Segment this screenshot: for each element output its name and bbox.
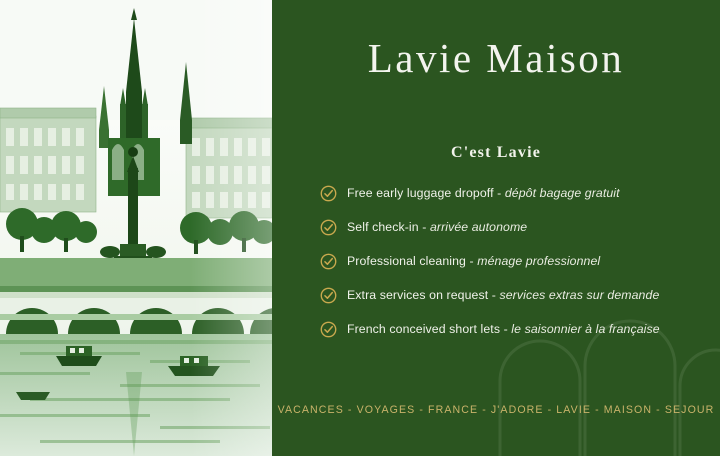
list-item	[320, 246, 704, 276]
feature-text-fr: le saisonnier à la française	[511, 322, 660, 336]
bordeaux-monument-illustration	[0, 0, 272, 456]
check-circle-icon	[320, 253, 337, 270]
feature-text: Free early luggage dropoff - dépôt bagage gratuit	[347, 186, 620, 200]
check-circle-icon	[320, 287, 337, 304]
brand-title-text: Lavie Maison	[367, 35, 625, 81]
feature-text-fr: ménage professionnel	[477, 254, 601, 268]
check-circle-icon	[320, 185, 337, 202]
list-item	[320, 314, 704, 344]
feature-text: French conceived short lets - le saisonnier à la française	[347, 322, 660, 336]
list-item	[320, 178, 704, 208]
page-title	[272, 34, 720, 82]
feature-text: Professional cleaning - ménage professionnel	[347, 254, 601, 268]
list-item	[320, 212, 704, 242]
subtitle-text: C'est Lavie	[450, 144, 542, 161]
check-circle-icon	[320, 219, 337, 236]
list-item	[320, 280, 704, 310]
feature-text-fr: dépôt bagage gratuit	[504, 186, 620, 200]
footer-tags: VACANCES - VOYAGES - FRANCE - J'ADORE - LAVIE - MAISON - SEJOUR	[277, 404, 715, 416]
feature-text: Extra services on request - services extras sur demande	[347, 288, 660, 302]
feature-text: Self check-in - arrivée autonome	[347, 220, 528, 234]
feature-text-fr: services extras sur demande	[499, 288, 660, 302]
subtitle	[272, 144, 720, 162]
content-panel	[272, 0, 720, 456]
feature-list	[320, 178, 704, 348]
check-circle-icon	[320, 321, 337, 338]
feature-text-fr: arrivée autonome	[429, 220, 528, 234]
illustration-panel	[0, 0, 272, 456]
